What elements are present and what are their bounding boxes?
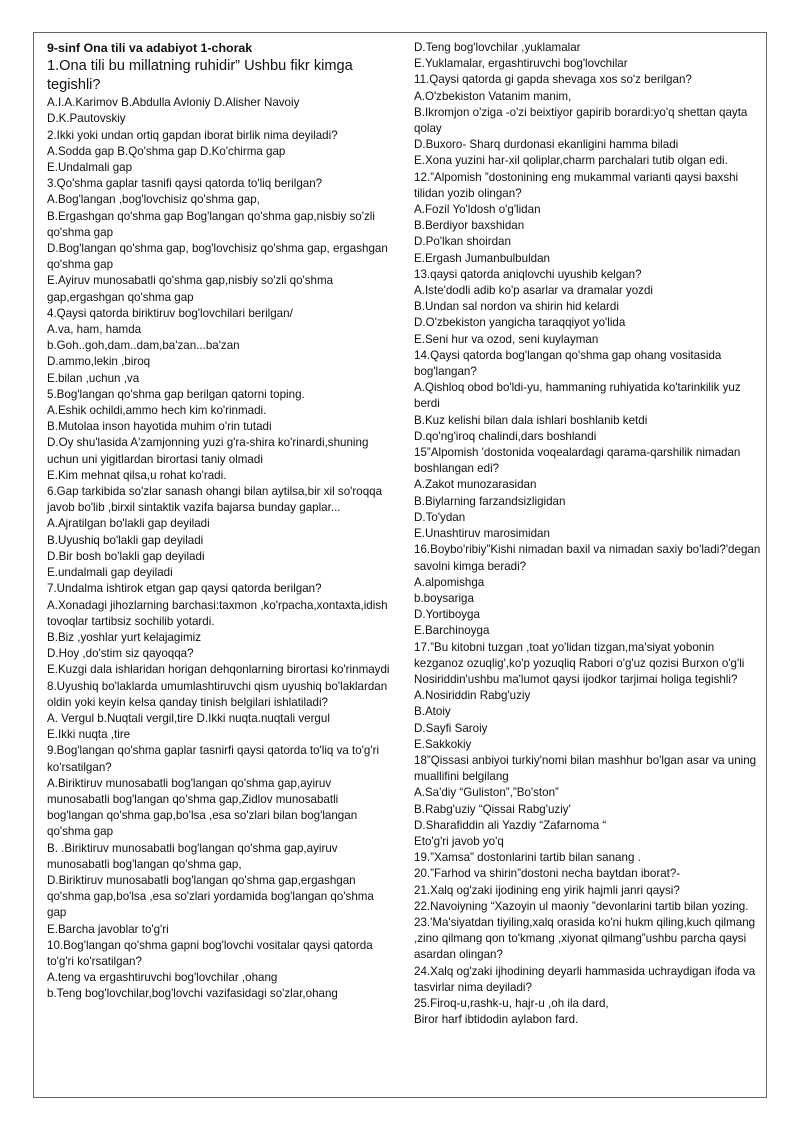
text-line: E.Kuzgi dala ishlaridan horigan dehqonlarning birortasi ko'rinmaydi (47, 663, 390, 677)
text-line: B.Mutolaa inson hayotida muhim o'rin tutadi (47, 420, 272, 434)
text-line: 18”Qissasi anbiyoi turkiy'nomi bilan mashhur bo'lgan asar va uning muallifini belgilang (414, 753, 757, 784)
text-line: E.undalmali gap deyiladi (47, 566, 173, 580)
text-line: D.Bog'langan qo'shma gap, bog'lovchisiz qo'shma gap, ergashgan qo'shma gap (47, 242, 388, 272)
text-line: A.Sa'diy “Guliston”,”Bo'ston” (414, 786, 559, 800)
text-line: Eto'g'ri javob yo'q (414, 834, 504, 848)
text-line: b.boysariga (414, 591, 474, 605)
text-line: B.Ikromjon o'ziga -o'zi beixtiyor gapirib borardi:yo'q shettan qayta qolay (414, 105, 748, 136)
text-line: A. Vergul b.Nuqtali vergil,tire D.Ikki nuqta.nuqtali vergul (47, 711, 330, 725)
text-line: 9.Bog'langan qo'shma gaplar tasnirfi qaysi qatorda to'liq va to'g'ri ko'rsatilgan? (47, 744, 380, 774)
text-line: D.Yortiboyga (414, 608, 480, 622)
text-line: B. .Biriktiruv munosabatli bog'langan qo'shma gap,ayiruv munosabatli bog'langan qo'shma gap, (47, 841, 338, 871)
text-line: E.Barcha javoblar to'g'ri (47, 922, 169, 936)
text-line: 14.Qaysi qatorda bog'langan qo'shma gap ohang vositasida bog'langan? (414, 348, 722, 379)
right-column-lines (414, 40, 764, 1028)
text-line: 12.”Alpomish ”dostonining eng mukammal varianti qaysi baxshi tilidan yozib olingan? (414, 170, 739, 200)
text-line: 23.'Ma'siyatdan tiyiling,xalq orasida ko'ni hukm qiling,kuch qilmang ,zino qilmang qon to'kmang ,xiyonat qilmang”ushbu parcha qaysi asardan olingan? (414, 915, 756, 962)
text-line: B.Undan sal nordon va shirin hid kelardi (414, 300, 619, 314)
right-column (414, 40, 764, 1028)
text-line: D.Sayfi Saroiy (414, 721, 488, 735)
text-line: A.Sodda gap B.Qo'shma gap D.Ko'chirma gap (47, 144, 286, 158)
text-line: 13.qaysi qatorda aniqlovchi uyushib kelgan? (414, 267, 642, 281)
text-line: D.Buxoro- Sharq durdonasi ekanligini hamma biladi (414, 138, 679, 152)
text-line: E.Ergash Jumanbulbuldan (414, 251, 550, 265)
text-line: E.Barchinoyga (414, 624, 490, 638)
text-line: Biror harf ibtidodin aylabon fard. (414, 1013, 579, 1027)
text-line: D.Hoy ,do'stim siz qayoqqa? (47, 647, 194, 661)
text-line: D.ammo,lekin ,biroq (47, 355, 151, 369)
text-line: 7.Undalma ishtirok etgan gap qaysi qatorda berilgan? (47, 582, 322, 596)
text-line: 19.”Xamsa” dostonlarini tartib bilan sanang . (414, 851, 641, 865)
text-line: D.K.Pautovskiy (47, 112, 126, 126)
text-line: A.Zakot munozarasidan (414, 478, 537, 492)
text-line: 17.”Bu kitobni tuzgan ,toat yo'lidan tizgan,ma'siyat yobonin kezganoz ozuqlig',ko'p yozuqliq Rabori o'g'uz qozisi Burxon o'g'li Nosiriddin'ushbu ma'lumot qaysi ijodkor tarjimai holiga tegishli? (414, 640, 745, 686)
text-line: E.Ikki nuqta ,tire (47, 728, 131, 742)
text-line: A.Biriktiruv munosabatli bog'langan qo'shma gap,ayiruv munosabatli bog'langan qo'shma gap,Zidlov munosabatli bog'langan qo'shma gap,bo'lsa ,esa so'zlari bilan bog'langan qo'shma gap (47, 776, 358, 839)
text-line: A.Eshik ochildi,ammo hech kim ko'rinmadi. (47, 404, 267, 418)
left-column-lines (47, 95, 392, 1002)
text-line: 8.Uyushiq bo'laklarda umumlashtiruvchi qism uyushiq bo'laklardan oldin yoki keyin kelsa qanday tinish belgilari ishlatiladi? (47, 679, 388, 709)
text-line: D.Sharafiddin ali Yazdiy “Zafarnoma “ (414, 818, 607, 832)
text-line: B.Berdiyor baxshidan (414, 219, 525, 233)
text-line: E.Yuklamalar, ergashtiruvchi bog'lovchilar (414, 57, 628, 71)
text-line: 20.”Farhod va shirin”dostoni necha baytdan iborat?- (414, 867, 681, 881)
text-line: D.Teng bog'lovchilar ,yuklamalar (414, 41, 581, 54)
left-column (47, 40, 392, 1003)
text-line: 4.Qaysi qatorda biriktiruv bog'lovchilari berilgan/ (47, 306, 293, 320)
text-line: b.Goh..goh,dam..dam,ba'zan...ba'zan (47, 339, 240, 353)
text-line: 15”Alpomish 'dostonida voqealardagi qarama-qarshilik nimadan boshlangan edi? (414, 446, 741, 476)
text-line: A.Nosiriddin Rabg'uziy (414, 689, 531, 703)
text-line: A.Fozil Yo'ldosh o'g'lidan (414, 203, 541, 217)
text-line: 3.Qo'shma gaplar tasnifi qaysi qatorda to'liq berilgan? (47, 177, 323, 191)
text-line: E.Unashtiruv marosimidan (414, 527, 550, 541)
text-line: A.va, ham, hamda (47, 323, 142, 337)
text-line: 5.Bog'langan qo'shma gap berilgan qatorni toping. (47, 387, 305, 401)
text-line: 22.Navoiyning “Xazoyin ul maoniy ”devonlarini tartib bilan yozing. (414, 899, 749, 913)
text-line: B.Biylarning farzandsizligidan (414, 494, 566, 508)
text-line: A.Qishloq obod bo'ldi-yu, hammaning ruhiyatida ko'tarinkilik yuz berdi (414, 381, 741, 411)
text-line: 11.Qaysi qatorda gi gapda shevaga xos so'z berilgan? (414, 73, 692, 87)
text-line: D.Bir bosh bo'lakli gap deyiladi (47, 549, 205, 563)
text-line: 21.Xalq og'zaki ijodining eng yirik hajmli janri qaysi? (414, 883, 680, 897)
text-line: A.O'zbekiston Vatanim manim, (414, 89, 572, 103)
text-line: E.Xona yuzini har-xil qoliplar,charm parchalari tutib olgan edi. (414, 154, 728, 168)
text-line: D.Biriktiruv munosabatli bog'langan qo'shma gap,ergashgan qo'shma gap,bo'lsa ,esa so'zlari yordamida bog'langan qo'shma gap (47, 873, 374, 920)
text-line: E.bilan ,uchun ,va (47, 371, 140, 385)
text-line: B.Biz ,yoshlar yurt kelajagimiz (47, 630, 201, 644)
text-line: A.Bog'langan ,bog'lovchisiz qo'shma gap, (47, 193, 260, 207)
text-line: D.To'ydan (414, 510, 466, 524)
text-line: 25.Firoq-u,rashk-u, hajr-u ,oh ila dard, (414, 996, 609, 1010)
text-line: B.Ergashgan qo'shma gap Bog'langan qo'shma gap,nisbiy so'zli qo'shma gap (47, 209, 375, 239)
document-title: 9-sinf Ona tili va adabiyot 1-chorak (47, 41, 253, 55)
text-line: E.Seni hur va ozod, seni kuylayman (414, 332, 599, 346)
text-line: 24.Xalq og'zaki ijhodining deyarli hammasida uchraydigan ifoda va tasvirlar nima deyiladi? (414, 964, 756, 994)
text-line: D.Oy shu'lasida A'zamjonning yuzi g'ra-shira ko'rinardi,shuning uchun uni yigitlardan birortasi taniy olmadi (47, 436, 369, 466)
text-line: A.alpomishga (414, 575, 485, 589)
text-line: E.Sakkokiy (414, 737, 472, 751)
text-line: A.Iste'dodli adib ko'p asarlar va dramalar yozdi (414, 284, 653, 298)
question-1: 1.Ona tili bu millatning ruhidir” Ushbu fikr kimga tegishli? (47, 58, 353, 94)
text-line: b.Teng bog'lovchilar,bog'lovchi vazifasidagi so'zlar,ohang (47, 987, 338, 1001)
text-line: 16.Boybo'ribiy”Kishi nimadan baxil va nimadan saxiy bo'ladi?'degan savolni kimga beradi? (414, 543, 761, 573)
text-line: 10.Bog'langan qo'shma gapni bog'lovchi vositalar qaysi qatorda to'g'ri ko'rsatilgan? (47, 938, 373, 968)
text-line: B.Rabg'uziy “Qissai Rabg'uziy' (414, 802, 571, 816)
text-line: E.Kim mehnat qilsa,u rohat ko'radi. (47, 468, 227, 482)
text-line: D.Po'lkan shoirdan (414, 235, 511, 249)
text-line: A.teng va ergashtiruvchi bog'lovchilar ,ohang (47, 971, 278, 985)
text-line: A.Xonadagi jihozlarning barchasi:taxmon ,ko'rpacha,xontaxta,idish tovoqlar tartibsiz sochilib yotardi. (47, 598, 388, 628)
text-line: 2.Ikki yoki undan ortiq gapdan iborat birlik nima deyiladi? (47, 128, 338, 142)
text-line: D.O'zbekiston yangicha taraqqiyot yo'lida (414, 316, 626, 330)
text-line: B.Atoiy (414, 705, 451, 719)
text-line: E.Undalmali gap (47, 161, 133, 175)
text-line: E.Ayiruv munosabatli qo'shma gap,nisbiy so'zli qo'shma gap,ergashgan qo'shma gap (47, 274, 334, 304)
text-line: A.I.A.Karimov B.Abdulla Avloniy D.Alisher Navoiy (47, 96, 300, 110)
text-line: D.qo'ng'iroq chalindi,dars boshlandi (414, 429, 597, 443)
text-line: B.Kuz kelishi bilan dala ishlari boshlanib ketdi (414, 413, 648, 427)
text-line: 6.Gap tarkibida so'zlar sanash ohangi bilan aytilsa,bir xil so'roqqa javob bo'lib ,birxil sintaktik vazifa bajarsa bunday gaplar... (47, 485, 383, 515)
text-line: B.Uyushiq bo'lakli gap deyiladi (47, 533, 204, 547)
text-line: A.Ajratilgan bo'lakli gap deyiladi (47, 517, 210, 531)
